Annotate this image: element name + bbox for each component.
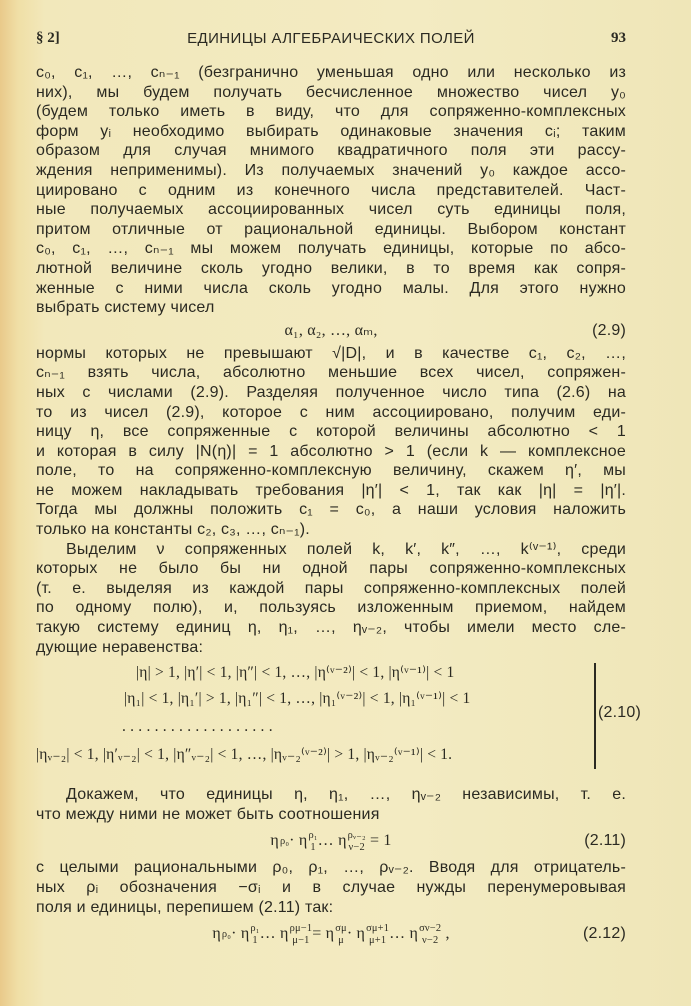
- text-line: которых не было бы ни одной пары сопряженно-комплексных: [36, 560, 626, 578]
- equation-2-11: [36, 824, 626, 858]
- term-base: · η: [346, 925, 366, 943]
- superscript: ρ₀: [221, 928, 232, 940]
- text-line: нормы которых не превышают √|D|, и в качестве c₁, c₂, …,: [36, 344, 626, 362]
- text-line: ждения неприменимы). Из получаемых значений y₀ каждое ассо-: [36, 161, 626, 179]
- paragraph-5: [36, 858, 626, 917]
- math-term: [318, 824, 366, 858]
- text-line: c₀, c₁, …, cₙ₋₁ (безгранично уменьшая одно или несколько из: [36, 64, 626, 81]
- superscript: ρμ−1: [289, 923, 313, 935]
- subscript: μ−1: [292, 934, 310, 946]
- text-line: ницу η, все сопряженные с которой величины абсолютно < 1: [36, 423, 626, 441]
- equation-expression: [270, 830, 392, 853]
- math-term: [260, 917, 313, 951]
- inequality-row: |η| > 1, |η′| < 1, |η″| < 1, …, |η⁽ᵛ⁻²⁾| < 1, |η⁽ᵛ⁻¹⁾| < 1: [136, 664, 455, 682]
- paragraph-3: [36, 540, 626, 658]
- text-line: такую систему единиц η, η₁, …, ηᵥ₋₂, чтобы имели место сле-: [36, 619, 626, 637]
- superscript: ρ₀: [279, 836, 290, 848]
- subscript: μ+1: [369, 934, 387, 946]
- script-stack: [308, 830, 317, 853]
- paragraph-4: [36, 785, 626, 824]
- text-line: ных с числами (2.9). Разделяя полученное число типа (2.6) на: [36, 383, 626, 401]
- script-stack: [419, 923, 441, 946]
- math-term: [389, 917, 441, 951]
- math-term: [270, 824, 289, 858]
- text-line: ных ρᵢ обозначения −σᵢ и в случае нужды перенумеровывая: [36, 879, 626, 896]
- superscript: ρᵥ₋₂: [347, 830, 366, 842]
- equation-number: (2.12): [583, 925, 626, 943]
- term-base: η: [270, 832, 279, 850]
- text-line: лютной величине сколь угодно велики, в то время как сопря-: [36, 259, 626, 277]
- running-title: ЕДИНИЦЫ АЛГЕБРАИЧЕСКИХ ПОЛЕЙ: [187, 30, 475, 47]
- section-marker: § 2]: [36, 30, 60, 46]
- page-body: [36, 63, 641, 951]
- superscript: σμ+1: [366, 923, 390, 935]
- text-line: (будем только иметь в виду, что для сопряженно-комплексных: [36, 103, 626, 121]
- paragraph-2: [36, 344, 626, 540]
- equation-2-9: [36, 318, 626, 344]
- text-line: притом отличные от рациональной единицы. Выбором констант: [36, 220, 626, 238]
- paragraph-1: [36, 63, 626, 318]
- text-line: образом для случая мнимого квадратичного поля эти рассу-: [36, 142, 626, 160]
- script-stack: [290, 923, 313, 946]
- text-line: поля и единицы, перепишем (2.11) так:: [36, 898, 334, 916]
- superscript: ρ₁: [308, 830, 318, 842]
- text-line: выбрать систему чисел: [36, 299, 215, 317]
- superscript: σν−2: [419, 923, 442, 935]
- script-stack: [222, 929, 231, 940]
- script-stack: [280, 836, 289, 847]
- text-line: то из чисел (2.9), которое с ним ассоциировано, получим еди-: [36, 403, 626, 421]
- text-line: форм yᵢ необходимо выбирать одинаковые значения cᵢ; таким: [36, 122, 626, 140]
- math-term: [212, 917, 231, 951]
- equation-2-10: [36, 659, 641, 771]
- inequality-row: |η₁| < 1, |η₁′| > 1, |η₁″| < 1, …, |η₁⁽ᵛ⁻²⁾| < 1, |η₁⁽ᵛ⁻¹⁾| < 1: [124, 690, 471, 708]
- subscript: ν−2: [348, 841, 365, 853]
- term-base: … η: [389, 925, 419, 943]
- script-stack: [348, 830, 366, 853]
- equation-expression: α₁, α₂, …, αₘ,: [284, 321, 378, 339]
- text-line: них), мы будем получать бесчисленное множество чисел y₀: [36, 83, 626, 101]
- text-line: по одному полю), и, пользуясь изложенным приемом, найдем: [36, 599, 626, 617]
- text-line: ные получаемых ассоциированных чисел суть единицы поля,: [36, 201, 626, 219]
- superscript: σμ: [335, 923, 347, 935]
- text-line: (т. е. выделяя из каждой пары сопряженно-комплексных полей: [36, 579, 626, 597]
- equation-tail: = 1: [365, 832, 392, 850]
- equation-number: (2.9): [592, 321, 626, 339]
- subscript: ν−2: [422, 934, 439, 946]
- subscript: 1: [310, 841, 316, 853]
- math-term: [312, 917, 347, 951]
- script-stack: [335, 923, 347, 946]
- script-stack: [250, 923, 259, 946]
- text-line: c₀, c₁, …, cₙ₋₁ мы можем получать единицы, которые по абсо-: [36, 240, 626, 258]
- text-line: Выделим ν сопряженных полей k, k′, k″, …, k⁽ᵛ⁻¹⁾, среди: [66, 540, 626, 558]
- text-line: дующие неравенства:: [36, 638, 204, 656]
- text-line: Докажем, что единицы η, η₁, …, ηᵥ₋₂ независимы, т. е.: [66, 786, 626, 804]
- equation-number: (2.10): [598, 704, 641, 722]
- text-line: Тогда мы должны положить c₁ = c₀, а наши условия наложить: [36, 501, 626, 519]
- text-line: и которая в силу |N(η)| = 1 абсолютно > 1 (если k — комплексное: [36, 442, 626, 460]
- text-line: cₙ₋₁ взять числа, абсолютно меньшие всех чисел, сопряжен-: [36, 364, 626, 382]
- term-base: · η: [289, 832, 308, 850]
- inequality-row: |ηᵥ₋₂| < 1, |η′ᵥ₋₂| < 1, |η″ᵥ₋₂| < 1, …, |ηᵥ₋₂⁽ᵛ⁻²⁾| > 1, |ηᵥ₋₂⁽ᵛ⁻¹⁾| < 1.: [36, 746, 453, 764]
- text-line: женные с ними числа сколь угодно малы. Для этого нужно: [36, 279, 626, 297]
- equation-2-12: [36, 917, 626, 951]
- system-brace: [594, 663, 596, 769]
- equation-number: (2.11): [584, 832, 626, 850]
- term-base: · η: [231, 925, 250, 943]
- math-term: [289, 824, 318, 858]
- page-number: 93: [611, 30, 626, 46]
- term-base: … η: [317, 832, 347, 850]
- term-base: η: [212, 925, 221, 943]
- equation-tail: ,: [441, 925, 450, 943]
- subscript: μ: [338, 934, 344, 946]
- script-stack: [366, 923, 389, 946]
- math-term: [347, 917, 389, 951]
- text-line: что между ними не может быть соотношения: [36, 805, 380, 823]
- subscript: 1: [252, 934, 258, 946]
- inequality-row-ellipsis: . . . . . . . . . . . . . . . . . . .: [122, 718, 273, 736]
- text-line: только на константы c₂, c₃, …, cₙ₋₁).: [36, 521, 310, 539]
- text-line: поле, то на сопряженно-комплексную величину, скажем η′, мы: [36, 462, 626, 480]
- text-line: не можем накладывать требования |η′| < 1, так как |η| = |η′|.: [36, 481, 626, 499]
- term-base: … η: [259, 925, 289, 943]
- text-line: с целыми рациональными ρ₀, ρ₁, …, ρᵥ₋₂. Вводя для отрицатель-: [36, 859, 626, 877]
- running-header: [36, 30, 626, 52]
- term-base: = η: [312, 925, 335, 943]
- text-line: циировано с одним из конечного числа представителей. Част-: [36, 181, 626, 199]
- equation-expression: [212, 923, 450, 946]
- superscript: ρ₁: [250, 923, 260, 935]
- math-term: [231, 917, 260, 951]
